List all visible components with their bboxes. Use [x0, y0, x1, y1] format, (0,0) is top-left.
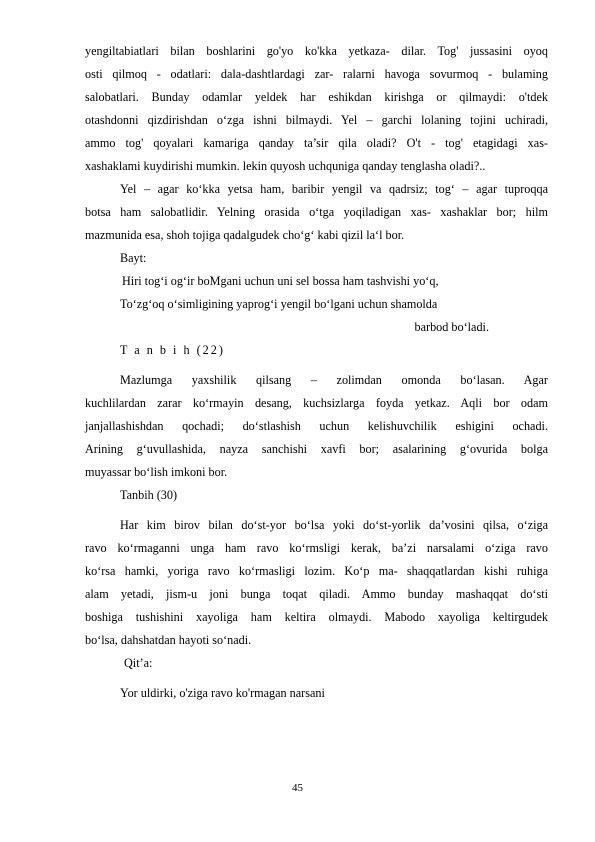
text-line: salobatlari. Bunday odamlar yeldek har eshikdan kirishga or qilmaydi: o'tdek	[85, 90, 548, 104]
page-number: 45	[292, 782, 303, 794]
text-line: Arining g‘uvullashida, nayza sanchishi xavfi bor; asalarining g‘ovurida bolga	[85, 442, 548, 456]
text-line: ammo tog' qoyalari kamariga qanday ta’sir qila oladi? O't - tog' etagidagi xas-	[85, 136, 548, 150]
section-heading: T a n b i h (22)	[120, 343, 225, 357]
text-line: bo‘lsa, dahshatdan hayoti so‘nadi.	[85, 633, 252, 647]
text-line: ko‘rsa hamki, yoriga ravo ko‘rmasligi lozim. Ko‘p ma- shaqqatlardan kishi ruhiga	[85, 564, 548, 578]
text-line: Yel – agar ko‘kka yetsa ham, baribir yengil va qadrsiz; tog‘ – agar tuproqqa	[120, 182, 548, 196]
text-line: alam yetadi, jism-u joni bunga toqat qiladi. Ammo bunday mashaqqat do‘sti	[85, 587, 548, 601]
text-line: botsa ham salobatlidir. Yelning orasida o‘tga yoqiladigan xas- xashaklar bor; hilm	[85, 205, 548, 219]
text-line: Har kim birov bilan do‘st-yor bo‘lsa yoki do‘st-yorlik da’vosini qilsa, o‘ziga	[120, 518, 548, 532]
text-line: ravo ko‘rmaganni unga ham ravo ko‘rmsligi kerak, ba’zi narsalami o‘ziga ravo	[85, 541, 548, 555]
text-line: kuchlilardan zarar ko‘rmayin desang, kuchsizlarga foyda yetkaz. Aqli bor odam	[85, 396, 548, 410]
text-line: xashaklami kuydirishi mumkin. lekin quyosh uchquniga qanday tenglasha oladi?..	[85, 159, 486, 173]
text-line: boshiga tushishini xayoliga ham keltira olmaydi. Mabodo xayoliga keltirgudek	[85, 610, 548, 624]
section-heading: Qit’a:	[124, 656, 153, 670]
text-line: muyassar bo‘lish imkoni bor.	[85, 465, 228, 479]
text-line: Yor uldirki, o'ziga ravo ko'rmagan narsani	[120, 686, 325, 700]
text-line: Mazlumga yaxshilik qilsang – zolimdan omonda bo‘lasan. Agar	[120, 373, 548, 387]
section-heading: Tanbih (30)	[120, 488, 178, 502]
text-line: otashdonni qizdirishdan o‘zga ishni bilmaydi. Yel – garchi lolaning tojini uchiradi,	[85, 113, 548, 127]
text-line: osti qilmoq - odatlari: dala-dashtlardagi zar- ralarni havoga sovurmoq - bulaming	[85, 67, 548, 81]
verse-line: Hiri tog‘i og‘ir boMgani uchun uni sel bossa ham tashvishi yo‘q,	[122, 274, 439, 288]
text-line: janjallashishdan qochadi; do‘stlashish uchun kelishuvchilik eshigini ochadi.	[85, 419, 548, 433]
verse-heading: Bayt:	[120, 251, 147, 265]
text-line: yengiltabiatlari bilan boshlarini go'yo ko'kka yetkaza- dilar. Tog' jussasini oyoq	[85, 44, 548, 58]
text-line: mazmunida esa, shoh tojiga qadalgudek cho‘g‘ kabi qizil la‘l bor.	[85, 228, 405, 242]
verse-line: barbod bo‘ladi.	[414, 320, 489, 334]
verse-line: To‘zg‘oq o‘simligining yaprog‘i yengil bo‘lgani uchun shamolda	[120, 297, 438, 311]
